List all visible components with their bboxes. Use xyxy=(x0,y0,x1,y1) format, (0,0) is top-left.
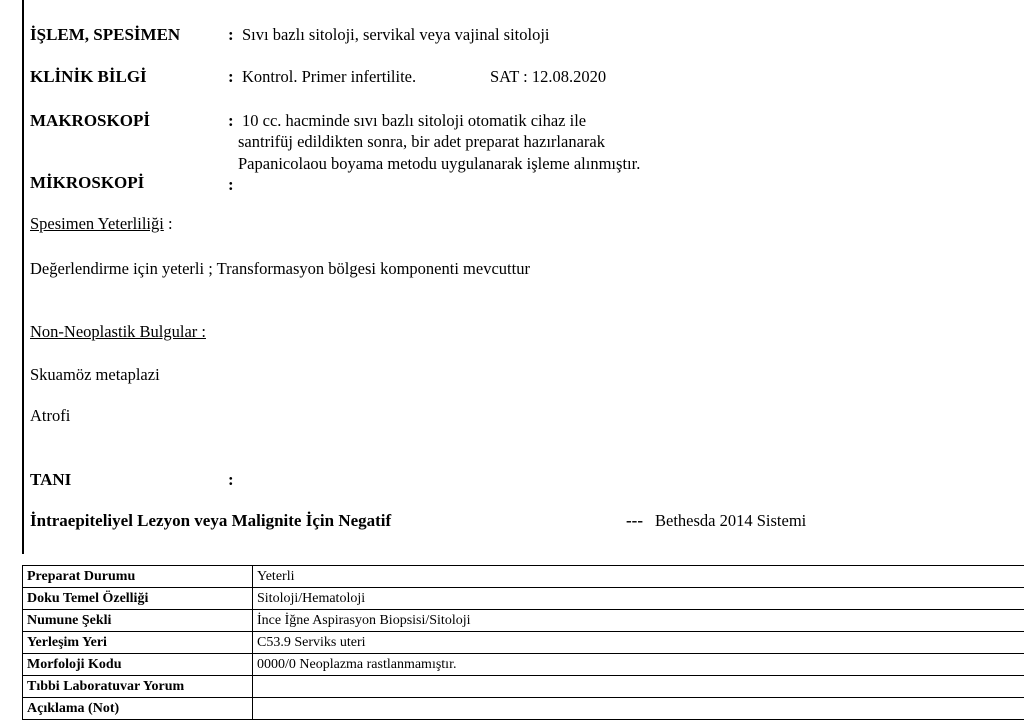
islem-value: Sıvı bazlı sitoloji, servikal veya vajinal sitoloji xyxy=(242,25,550,44)
makroskopi-colon: : xyxy=(228,111,234,130)
makroskopi-line: Papanicolaou boyama metodu uygulanarak işleme alınmıştır. xyxy=(238,154,641,173)
table-row xyxy=(23,588,1024,610)
table-row xyxy=(23,566,1024,588)
mikroskopi-colon: : xyxy=(228,175,234,194)
tani-system: Bethesda 2014 Sistemi xyxy=(655,511,807,530)
table-key: Doku Temel Özelliği xyxy=(23,588,253,610)
tani-label: TANI xyxy=(30,470,72,489)
table-row xyxy=(23,698,1024,720)
table-row xyxy=(23,654,1024,676)
table-row xyxy=(23,610,1024,632)
klinik-label: KLİNİK BİLGİ xyxy=(30,67,147,86)
yeterlilik-heading-colon: : xyxy=(163,214,173,233)
makroskopi-label: MAKROSKOPİ xyxy=(30,111,150,130)
yeterlilik-text: Değerlendirme için yeterli ; Transformasyon bölgesi komponenti mevcuttur xyxy=(30,259,530,278)
table-value xyxy=(253,698,1024,720)
table-key: Açıklama (Not) xyxy=(23,698,253,720)
table-value xyxy=(253,676,1024,698)
mikroskopi-label: MİKROSKOPİ xyxy=(30,173,145,192)
table-row xyxy=(23,632,1024,654)
yeterlilik-heading xyxy=(30,214,173,234)
bulgu-item: Skuamöz metaplazi xyxy=(30,365,160,384)
table-value: Yeterli xyxy=(253,566,1024,588)
table-value: C53.9 Serviks uteri xyxy=(253,632,1024,654)
tani-dash: --- xyxy=(626,511,643,530)
tani-result: İntraepiteliyel Lezyon veya Malignite İçin Negatif xyxy=(30,511,392,530)
klinik-colon: : xyxy=(228,67,234,86)
sat-date: SAT : 12.08.2020 xyxy=(490,67,607,86)
bulgu-item: Atrofi xyxy=(30,406,71,425)
makroskopi-line: 10 cc. hacminde sıvı bazlı sitoloji otomatik cihaz ile xyxy=(242,111,587,130)
table-key: Numune Şekli xyxy=(23,610,253,632)
yeterlilik-heading-text: Spesimen Yeterliliği xyxy=(30,214,164,233)
table-row xyxy=(23,676,1024,698)
specimen-table xyxy=(22,565,1024,720)
table-value: İnce İğne Aspirasyon Biopsisi/Sitoloji xyxy=(253,610,1024,632)
makroskopi-line: santrifüj edildikten sonra, bir adet preparat hazırlanarak xyxy=(238,132,605,151)
islem-label: İŞLEM, SPESİMEN xyxy=(30,25,181,44)
table-value: 0000/0 Neoplazma rastlanmamıştır. xyxy=(253,654,1024,676)
klinik-value: Kontrol. Primer infertilite. xyxy=(242,67,417,86)
table-key: Preparat Durumu xyxy=(23,566,253,588)
table-value: Sitoloji/Hematoloji xyxy=(253,588,1024,610)
table-key: Yerleşim Yeri xyxy=(23,632,253,654)
islem-colon: : xyxy=(228,25,234,44)
table-key: Morfoloji Kodu xyxy=(23,654,253,676)
table-key: Tıbbi Laboratuvar Yorum xyxy=(23,676,253,698)
tani-colon: : xyxy=(228,470,234,489)
bulgular-heading: Non-Neoplastik Bulgular : xyxy=(30,322,206,341)
